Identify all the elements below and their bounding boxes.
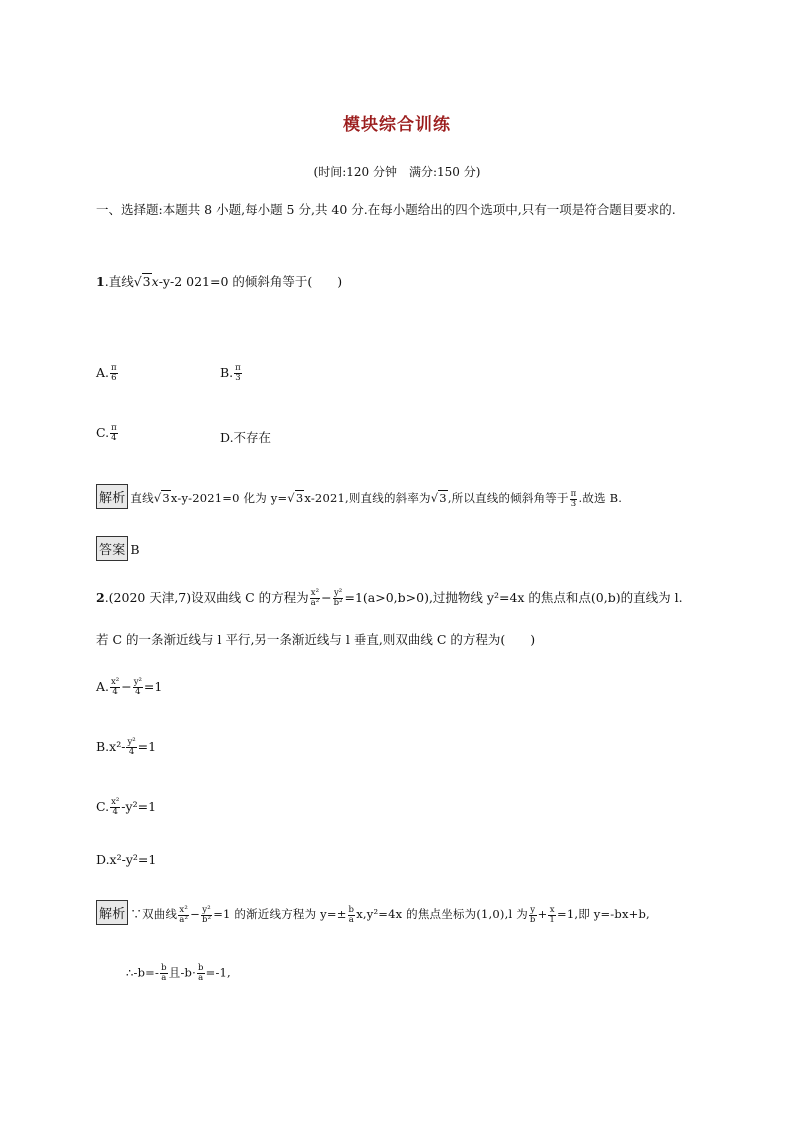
q2-option-a[interactable]: A. $\frac{\text{x²}}{4}$ − $\frac{\text{y²}}{4}$ =1 [96, 677, 163, 697]
question-number: 1 [96, 274, 105, 289]
analysis-tag: 解析 [96, 484, 128, 509]
q1-option-c[interactable]: C. $\frac{\pi}{4}$ [96, 423, 117, 443]
q2-option-c[interactable]: C. $\frac{\text{x²}}{4}$ -y²=1 [96, 797, 157, 817]
q2-option-d[interactable]: D.x²-y²=1 [96, 852, 157, 867]
q1-text-pre: 直线 [108, 274, 134, 289]
exam-info: (时间:120 分钟 满分:150 分) [313, 165, 481, 179]
question-1: 1.直线√3x-y-2 021=0 的倾斜角等于( ) [96, 274, 343, 289]
q1-text-post: -y-2 021=0 的倾斜角等于( ) [158, 274, 343, 289]
question-2-line-1: 2.(2020 天津,7)设双曲线 C 的方程为 $\frac{\text{x²}}{\text{a²}}$ − $\frac{\text{y²}}{\text{b²}}$ =1(a>0,b>0),过抛物线 y²=4x 的焦点和点(0,b)的直线为 l. [96, 588, 683, 608]
q1-answer-value: B [130, 542, 140, 557]
analysis-tag: 解析 [96, 900, 128, 925]
q1-analysis: 解析 直线√3x-y-2021=0 化为 y=√3x-2021,则直线的斜率为√3,所以直线的倾斜角等于 $\frac{\pi}{3}$ .故选 B. [96, 484, 622, 509]
q1-option-d[interactable]: D.不存在 [220, 430, 272, 445]
answer-tag: 答案 [96, 536, 128, 561]
q1-option-a[interactable]: A. $\frac{\pi}{6}$ [96, 363, 117, 383]
question-number: 2 [96, 590, 105, 605]
q2-analysis: 解析 ∵双曲线 $\frac{\text{x²}}{\text{a²}}$ − $\frac{\text{y²}}{\text{b²}}$ =1 的渐近线方程为 y=± $\frac{b}{a}$ x,y²=4x 的焦点坐标为(1,0),l 为 $\frac{y}{b}$ + $\frac{x}{1}$ =1,即 y=-bx+b, [96, 900, 650, 925]
section-heading: 一、选择题:本题共 8 小题,每小题 5 分,共 40 分.在每小题给出的四个选项中,只有一项是符合题目要求的. [96, 202, 676, 217]
q1-option-b[interactable]: B. $\frac{\pi}{3}$ [220, 363, 241, 383]
question-2-line-2: 若 C 的一条渐近线与 l 平行,另一条渐近线与 l 垂直,则双曲线 C 的方程为( ) [96, 632, 536, 647]
q2-option-b[interactable]: B.x²- $\frac{\text{y²}}{4}$ =1 [96, 737, 157, 757]
q1-answer [96, 536, 140, 561]
q2-analysis-line-2: ∴-b=- $\frac{b}{a}$ 且-b· $\frac{b}{a}$ =-1, [126, 963, 231, 983]
sqrt-3: √3 [133, 274, 151, 289]
page-title: 模块综合训练 [343, 115, 451, 135]
